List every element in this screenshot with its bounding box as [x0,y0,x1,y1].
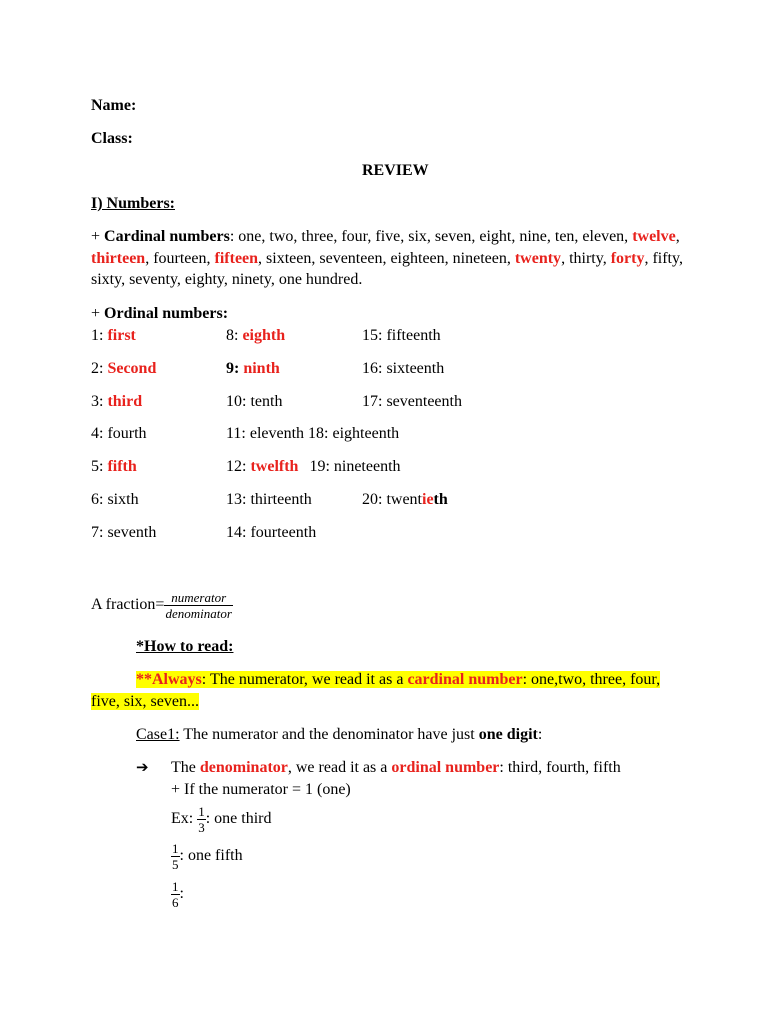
example-1-text: : one third [205,810,272,827]
ordinal-5 [91,456,137,477]
class-label: Class: [91,130,133,147]
ordinal-word: fifth [107,458,137,475]
case1-end: : [537,726,543,743]
ordinal-word: ninth [243,360,280,377]
cardinal-forty: forty [610,249,645,267]
denominator-term: denominator [199,759,288,776]
fraction-numerator: 1 [172,878,179,894]
ordinal-word: twelfth [250,458,299,475]
ordinal-number: 9: [226,360,244,377]
cardinal-text-5: , fifty, sixty, seventy, eighty, ninety, one hundred. [91,249,683,288]
ordinal-number: 3: [91,393,108,410]
ordinal-6: 6: sixth [91,491,139,508]
cardinal-twelve: twelve [632,228,676,245]
example-1 [171,801,271,837]
cardinal-text-2: , fourteen, [145,249,215,267]
ordinal-number: 5: [91,458,108,475]
fraction-denominator: 6 [172,894,179,910]
ordinal-1 [91,325,136,346]
ordinal-20-part-a: 20: twent [362,491,422,508]
cardinal-prefix: + [91,228,105,245]
if-numerator-line: + If the numerator = 1 (one) [171,781,351,798]
fraction-definition [91,586,233,624]
ordinal-prefix: + [91,305,105,322]
example-1-fraction [197,805,206,834]
denominator-rule [171,757,621,778]
example-2-text: : one fifth [179,847,243,864]
how-to-read-heading: *How to read: [136,638,234,655]
ordinal-4: 4: fourth [91,425,147,442]
arrow-text-1: The [171,759,200,776]
ordinal-17: 17: seventeenth [362,393,462,410]
ordinal-8 [226,325,285,346]
fraction-denominator: 3 [198,819,205,835]
ordinal-word: third [107,393,143,410]
ordinal-number: 2: [91,360,108,377]
ordinal-number: 12: [226,458,251,475]
example-3 [171,876,184,912]
ordinal-16: 16: sixteenth [362,360,445,377]
fraction-numerator: 1 [172,840,179,856]
ordinal-10: 10: tenth [226,393,283,410]
arrow-right-icon: ➔ [136,758,149,776]
fraction-formula [164,591,232,620]
fraction-numerator: numerator [171,589,227,605]
page-title: REVIEW [362,162,429,179]
ordinal-heading [91,303,228,324]
ordinal-7: 7: seventh [91,524,157,541]
cardinal-twenty: twenty [514,249,562,267]
ordinal-19: 19: nineteenth [309,458,401,475]
fraction-denominator: denominator [165,605,232,621]
one-digit-term: one digit [478,726,538,743]
case1-text: The numerator and the denominator have just [179,726,479,743]
cardinal-paragraph [91,226,691,291]
ordinal-label: Ordinal numbers: [104,305,229,322]
case1-line [136,724,542,745]
ordinal-word: eighth [242,327,286,344]
arrow-text-3: : third, fourth, fifth [499,759,621,776]
ordinal-word: first [107,327,136,344]
ordinal-number: 8: [226,327,243,344]
cardinal-label: Cardinal numbers [104,228,230,245]
cardinal-text-3: , sixteen, seventeen, eighteen, nineteen, [258,249,515,267]
name-label: Name: [91,97,137,114]
example-2 [171,838,243,874]
numbers-heading: I) Numbers: [91,195,175,212]
ordinal-number: 1: [91,327,108,344]
always-label: **Always [136,671,202,688]
cardinal-text-1: : one, two, three, four, five, six, seven, eight, nine, ten, eleven, [229,228,633,245]
cardinal-number-term: cardinal number [407,671,523,688]
fraction-label: A fraction= [91,596,165,613]
arrow-text-2: , we read it as a [287,759,392,776]
ordinal-number-term: ordinal number [391,759,500,776]
always-text-2: : one,two, three, four, five, six, seven... [91,671,661,710]
cardinal-fifteen: fifteen [214,249,259,267]
ordinal-20-part-b: ie [422,491,434,508]
ordinal-14: 14: fourteenth [226,524,317,541]
fraction-denominator: 5 [172,856,179,872]
example-2-fraction [171,842,180,871]
ordinal-15: 15: fifteenth [362,327,441,344]
ordinal-12-19 [226,456,401,477]
example-3-text: : [179,885,184,902]
ordinal-20-part-c: th [433,491,448,508]
ordinal-11-18: 11: eleventh 18: eighteenth [226,425,400,442]
ordinal-20 [362,489,448,510]
ordinal-9 [226,358,280,379]
always-paragraph [91,669,691,712]
ex-label: Ex: [171,810,198,827]
ordinal-3 [91,391,142,412]
ordinal-word: Second [107,360,157,377]
cardinal-sep-1: , [675,228,680,245]
cardinal-thirteen: thirteen [91,249,146,267]
ordinal-2 [91,358,156,379]
always-text-1: : The numerator, we read it as a [201,671,408,688]
example-3-fraction [171,880,180,909]
ordinal-13: 13: thirteenth [226,491,312,508]
cardinal-text-4: , thirty, [561,249,611,267]
fraction-numerator: 1 [198,803,205,819]
case1-label: Case1: [136,726,180,743]
